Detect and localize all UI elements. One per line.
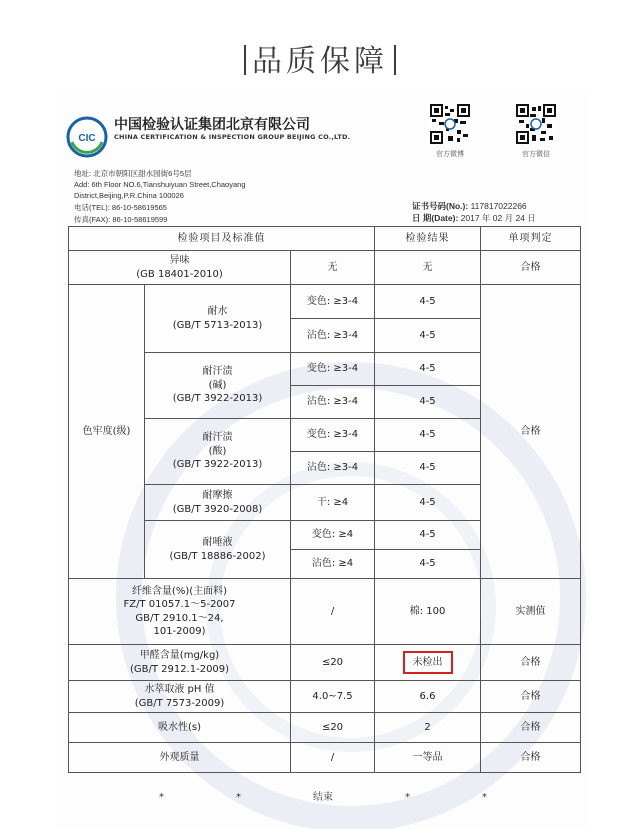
absorb-item: 吸水性(s): [69, 713, 291, 743]
req-cell: 沾色: ≥3-4: [291, 386, 375, 419]
formaldehyde-req: ≤20: [291, 645, 375, 681]
highlight-box: 未检出: [403, 651, 453, 675]
address-line: Add: 6th Floor NO.6,Tianshuiyuan Street,Chaoyang: [74, 180, 246, 189]
fiber-verdict: 实测值: [481, 579, 581, 645]
org-name-en: CHINA CERTIFICATION & INSPECTION GROUP BEIJING CO.,LTD.: [114, 133, 351, 141]
colorfastness-verdict: 合格: [481, 285, 581, 579]
table-row: [69, 285, 581, 319]
result-cell: 4-5: [375, 485, 481, 521]
ph-req: 4.0~7.5: [291, 681, 375, 713]
result-cell: 4-5: [375, 452, 481, 485]
certificate-date: [412, 212, 536, 224]
table-row: [69, 645, 581, 681]
heading-text: 品质保障: [252, 44, 388, 79]
result-cell: 4-5: [375, 521, 481, 550]
qr-label-weibo: 官方微博: [436, 150, 464, 158]
result-cell: 4-5: [375, 319, 481, 353]
header-verdict: 单项判定: [481, 227, 581, 251]
result-cell: 4-5: [375, 419, 481, 452]
result-cell: 4-5: [375, 285, 481, 319]
result-cell: 4-5: [375, 386, 481, 419]
end-mark: *: [236, 792, 241, 803]
date-value: 2017 年 02 月 24 日: [460, 213, 536, 223]
end-mark: 结束: [313, 792, 333, 803]
formaldehyde-result: [375, 645, 481, 681]
odor-result: 无: [375, 251, 481, 285]
weibo-qr-code-icon: [430, 104, 470, 144]
sweat-alkali-item: 耐汗渍 (碱) (GB/T 3922-2013): [145, 353, 291, 419]
header-result: 检验结果: [375, 227, 481, 251]
fiber-req: /: [291, 579, 375, 645]
water-item: 耐水 (GB/T 5713-2013): [145, 285, 291, 353]
table-row: [69, 579, 581, 645]
rubbing-item: 耐摩擦 (GB/T 3920-2008): [145, 485, 291, 521]
formaldehyde-verdict: 合格: [481, 645, 581, 681]
address-line: 地址: 北京市朝阳区甜水园街6号5层: [74, 169, 192, 178]
table-row: [69, 713, 581, 743]
end-mark: *: [159, 792, 164, 803]
appearance-item: 外观质量: [69, 743, 291, 773]
cert-no-value: 117817022266: [470, 201, 527, 211]
table-header-row: [69, 227, 581, 251]
odor-verdict: 合格: [481, 251, 581, 285]
end-marker: [56, 788, 590, 803]
wechat-qr-code-icon: [516, 104, 556, 144]
colorfastness-label: 色牢度(级): [69, 285, 145, 579]
end-mark: *: [405, 792, 410, 803]
appearance-verdict: 合格: [481, 743, 581, 773]
absorb-result: 2: [375, 713, 481, 743]
heading-bar-left: [244, 45, 246, 75]
req-cell: 干: ≥4: [291, 485, 375, 521]
req-cell: 变色: ≥3-4: [291, 353, 375, 386]
qr-label-wechat: 官方微信: [522, 150, 550, 158]
cic-logo-icon: [66, 116, 108, 158]
end-mark: *: [482, 792, 487, 803]
req-cell: 变色: ≥3-4: [291, 419, 375, 452]
req-cell: 沾色: ≥3-4: [291, 452, 375, 485]
table-row: [69, 743, 581, 773]
req-cell: 变色: ≥4: [291, 521, 375, 550]
sweat-acid-item: 耐汗渍 (酸) (GB/T 3922-2013): [145, 419, 291, 485]
certificate-number: [412, 200, 527, 212]
phone-line: 电话(TEL): 86-10-58619565: [74, 203, 167, 212]
req-cell: 沾色: ≥4: [291, 550, 375, 579]
fiber-result: 棉: 100: [375, 579, 481, 645]
odor-req: 无: [291, 251, 375, 285]
req-cell: 变色: ≥3-4: [291, 285, 375, 319]
req-cell: 沾色: ≥3-4: [291, 319, 375, 353]
heading-bar-right: [394, 45, 396, 75]
date-label: 日 期(Date):: [412, 213, 459, 223]
appearance-req: /: [291, 743, 375, 773]
table-row: [69, 251, 581, 285]
absorb-verdict: 合格: [481, 713, 581, 743]
result-cell: 4-5: [375, 353, 481, 386]
org-name-cn: 中国检验认证集团北京有限公司: [114, 117, 310, 133]
formaldehyde-item: 甲醛含量(mg/kg) (GB/T 2912.1-2009): [69, 645, 291, 681]
inspection-certificate: [56, 92, 590, 829]
ph-item: 水萃取液 pH 值 (GB/T 7573-2009): [69, 681, 291, 713]
table-row: [69, 681, 581, 713]
result-cell: 4-5: [375, 550, 481, 579]
odor-item: 异味 (GB 18401-2010): [69, 251, 291, 285]
absorb-req: ≤20: [291, 713, 375, 743]
ph-verdict: 合格: [481, 681, 581, 713]
page-heading: [0, 36, 640, 80]
appearance-result: 一等品: [375, 743, 481, 773]
address-line: District,Beijing,P.R.China 100026: [74, 191, 184, 200]
cert-no-label: 证书号码(No.):: [412, 201, 469, 211]
test-results-table: [68, 226, 581, 773]
saliva-item: 耐唾液 (GB/T 18886-2002): [145, 521, 291, 579]
logo-text: CIC: [78, 133, 96, 144]
ph-result: 6.6: [375, 681, 481, 713]
fiber-item: 纤维含量(%)(主面料) FZ/T 01057.1～5-2007 GB/T 2910.1～24, 101-2009): [69, 579, 291, 645]
header-items: 检验项目及标准值: [69, 227, 375, 251]
fax-line: 传真(FAX): 86-10-58619599: [74, 215, 168, 224]
